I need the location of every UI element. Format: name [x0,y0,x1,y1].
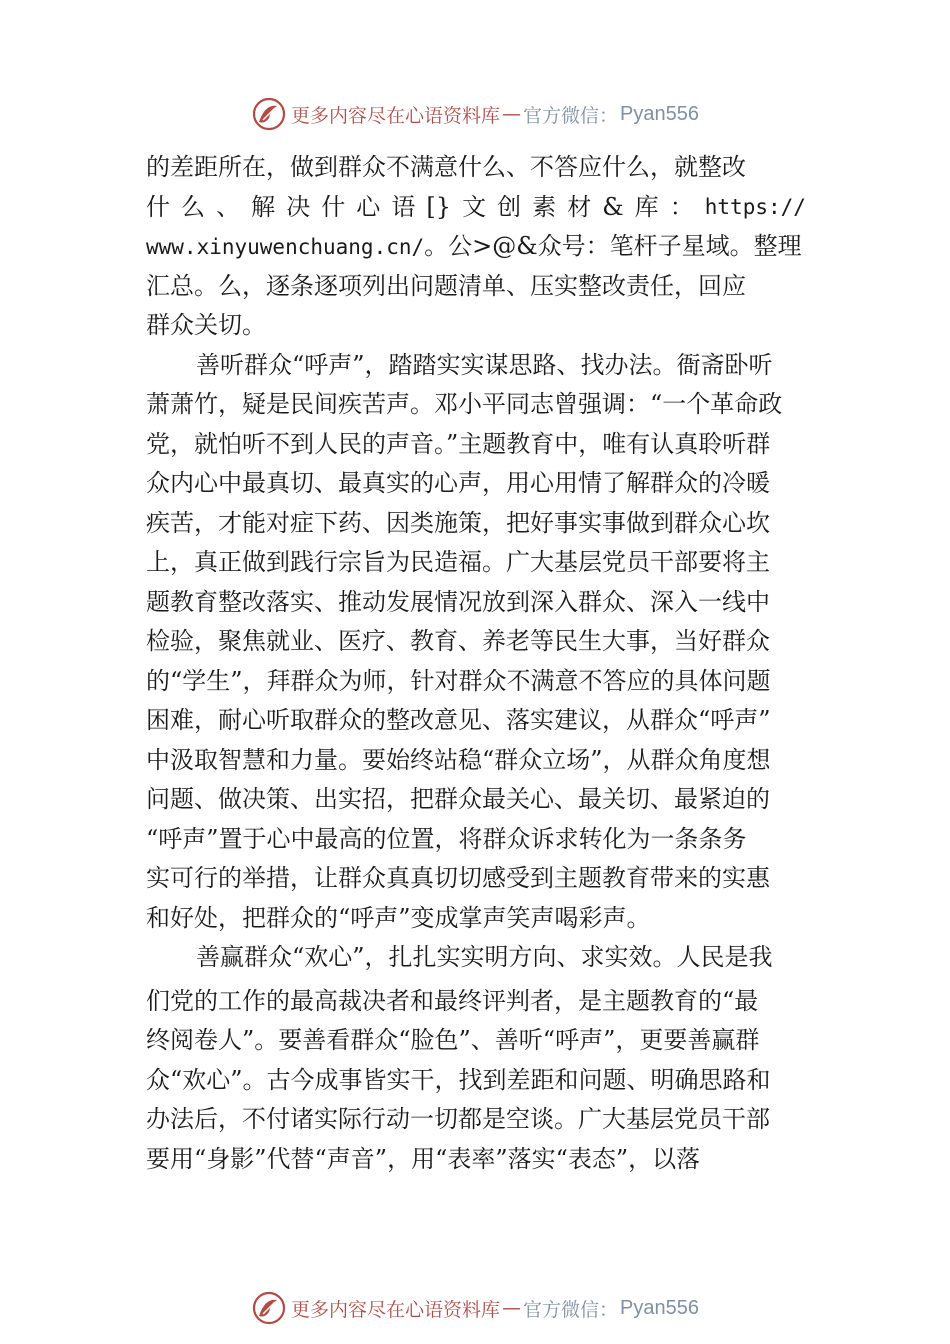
text-line-url: www.xinyuwenchuang.cn/。公>@&众号：笔杆子星域。整理 [146,232,802,260]
text-line: 众“欢心”。古今成事皆实干，找到差距和问题、明确思路和 [146,1065,771,1094]
text-line: 疾苦，才能对症下药、因类施策，把好事实事做到群众心坎 [146,508,770,537]
text-line: 的差距所在，做到群众不满意什么、不答应什么，就整改 [146,153,746,181]
brand-text: 更多内容尽在心语资料库 [291,104,501,127]
text-line: 的“学生”，拜群众为师，针对群众不满意不答应的具体问题 [146,666,771,695]
wechat-id: Pyan556 [620,1296,699,1319]
text-line-spaced: 什 么 、 解 决 什 心 语 [} 文 创 素 材 & 库 ： https:// [146,192,806,221]
text-line: 党，就怕听不到人民的声音。”主题教育中，唯有认真聆听群 [146,429,771,458]
text-line: 困难，耐心听取群众的整改意见、落实建议，从群众“呼声” [146,706,771,734]
paragraph-start: 善赢群众“欢心”，扎扎实实明方向、求实效。人民是我 [196,943,773,971]
text-line: 上，真正做到践行宗旨为民造福。广大基层党员干部要将主 [146,548,770,576]
text-line: 们党的工作的最高裁决者和最终评判者，是主题教育的“最 [146,986,759,1015]
text-line: 检验，聚焦就业、医疗、教育、养老等民生大事，当好群众 [146,627,770,655]
text-line: 题教育整改落实、推动发展情况放到深入群众、深入一线中 [146,587,770,616]
brand-text: 更多内容尽在心语资料库 [291,1298,501,1321]
text-line: “呼声”置于心中最高的位置，将群众诉求转化为一条条务 [146,824,747,853]
text-line: 群众关切。 [146,311,266,339]
text-line: 萧萧竹，疑是民间疾苦声。邓小平同志曾强调：“一个革命政 [146,390,783,418]
paragraph-start: 善听群众“呼声”，踏踏实实谋思路、找办法。衙斋卧听 [196,350,773,379]
wechat-id: Pyan556 [620,102,699,125]
text-line: 终阅卷人”。要善看群众“脸色”、善听“呼声”，更要善赢群 [146,1026,760,1054]
header-banner [0,94,950,134]
logo-icon [251,1290,287,1326]
banner-separator: — [502,103,522,125]
wechat-label: 官方微信： [523,104,619,127]
footer-banner [0,1288,950,1328]
text-line: 汇总。么，逐条逐项列出问题清单、压实整改责任，回应 [146,271,746,300]
text-line: 要用“身影”代替“声音”，用“表率”落实“表态”，以落 [146,1144,701,1173]
text-line: 众内心中最真切、最真实的心声，用心用情了解群众的冷暖 [146,469,770,497]
document-body [146,148,806,1179]
text-line: 实可行的举措，让群众真真切切感受到主题教育带来的实惠 [146,864,770,892]
text-line: 中汲取智慧和力量。要始终站稳“群众立场”，从群众角度想 [146,745,771,774]
banner-separator: — [502,1297,522,1319]
text-line: 问题、做决策、出实招，把群众最关心、最关切、最紧迫的 [146,785,770,813]
text-line: 和好处，把群众的“呼声”变成掌声笑声喝彩声。 [146,903,651,932]
logo-icon [251,96,287,132]
text-line: 办法后，不付诸实际行动一切都是空谈。广大基层党员干部 [146,1105,770,1133]
wechat-label: 官方微信： [523,1298,619,1321]
